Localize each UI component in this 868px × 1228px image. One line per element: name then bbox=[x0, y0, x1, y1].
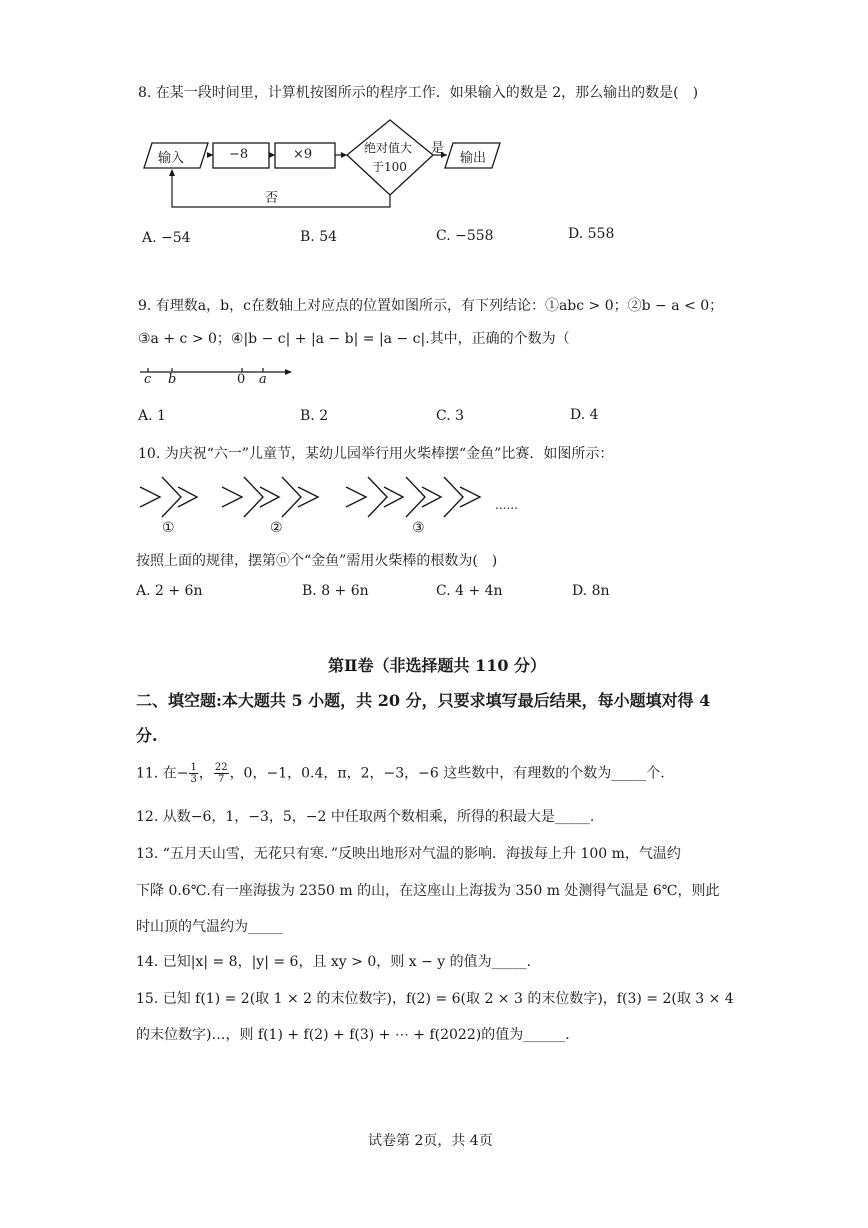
q10-option-b: B. 8 + 6n bbox=[302, 583, 369, 599]
q15-line1: 15. 已知 f(1) = 2(取 1 × 2 的末位数字)，f(2) = 6(取 2 × 3 的末位数字)，f(3) = 2(取 3 × 4 bbox=[136, 991, 734, 1007]
q11 bbox=[136, 762, 665, 785]
axis-label-a: a bbox=[259, 372, 267, 387]
q13-line1: 13. “五月天山雪，无花只有寒．”反映出地形对气温的影响．海拔每上升 100 m，气温约 bbox=[136, 846, 681, 862]
q13-line2: 下降 0.6℃.有一座海拔为 2350 m 的山，在这座山上海拔为 350 m 处测得气温是 6℃，则此 bbox=[136, 883, 720, 899]
goldfish-figure-1 bbox=[140, 477, 197, 517]
axis-label-c: c bbox=[144, 372, 152, 387]
q10-ellipsis: ...... bbox=[495, 498, 518, 512]
q9-option-c: C. 3 bbox=[436, 408, 465, 424]
flow-yes-label: 是 bbox=[431, 141, 445, 156]
flow-input-label: 输入 bbox=[158, 151, 185, 166]
q12: 12. 从数−6，1，−3，5，−2 中任取两个数相乘，所得的积最大是_____. bbox=[136, 809, 595, 825]
q9-option-a: A. 1 bbox=[138, 408, 166, 424]
fraction-22-over-7: $\frac{22}{7}$ bbox=[214, 762, 228, 785]
goldfish-figure-2 bbox=[222, 477, 318, 517]
q9-line1: 9. 有理数a，b，c在数轴上对应点的位置如图所示，有下列结论：①abc > 0；②b − a < 0； bbox=[138, 298, 724, 314]
q11-mid: ， bbox=[198, 765, 213, 782]
q9-line2: ③a + c > 0；④|b − c| + |a − b| = |a − c|.其中，正确的个数为（ bbox=[138, 331, 570, 347]
flow-no-label: 否 bbox=[265, 191, 279, 206]
q10-question: 按照上面的规律，摆第ⓝ个“金鱼”需用火柴棒的根数为( ) bbox=[136, 553, 498, 569]
q10-figure-label-2: ② bbox=[270, 520, 283, 536]
q8-option-b: B. 54 bbox=[300, 229, 338, 245]
q8-option-d: D. 558 bbox=[568, 226, 615, 242]
q10-figure-label-1: ① bbox=[162, 520, 175, 536]
section-header-line2: 分. bbox=[136, 726, 158, 745]
q8-option-c: C. −558 bbox=[436, 228, 494, 244]
q10-figure-label-3: ③ bbox=[412, 520, 425, 536]
flow-decision-line1: 绝对值大 bbox=[364, 141, 413, 155]
q10-option-c: C. 4 + 4n bbox=[436, 583, 503, 599]
section-header-line1: 二、填空题:本大题共 5 小题，共 20 分，只要求填写最后结果，每小题填对得 4 bbox=[136, 691, 711, 710]
q15-line2: 的末位数字)…，则 f(1) + f(2) + f(3) + ⋯ + f(2022)的值为______. bbox=[136, 1027, 570, 1043]
q10-option-d: D. 8n bbox=[572, 583, 610, 599]
fraction-one-third: $\frac{1}{3}$ bbox=[190, 762, 197, 785]
q9-option-d: D. 4 bbox=[570, 407, 599, 423]
q14: 14. 已知|x| = 8，|y| = 6，且 xy > 0，则 x − y 的值为_____. bbox=[136, 954, 532, 970]
page-footer: 试卷第 2页，共 4页 bbox=[368, 1133, 493, 1149]
q13-line3: 时山顶的气温约为_____ bbox=[136, 919, 283, 935]
q9-option-b: B. 2 bbox=[300, 408, 329, 424]
q10-stem: 10. 为庆祝“六一”儿童节，某幼儿园举行用火柴棒摆“金鱼”比赛．如图所示： bbox=[138, 446, 614, 462]
q11-prefix: 11. 在− bbox=[136, 765, 189, 782]
goldfish-figure-3 bbox=[346, 477, 480, 517]
q10-goldfish-figures bbox=[0, 0, 868, 560]
part2-title: 第Ⅱ卷（非选择题共 110 分） bbox=[328, 656, 547, 675]
q8-stem: 8. 在某一段时间里，计算机按图所示的程序工作．如果输入的数是 2，那么输出的数是( ) bbox=[138, 85, 699, 101]
flow-output-label: 输出 bbox=[460, 151, 487, 166]
q11-suffix: ，0，−1，0.4，π，2，−3，−6 这些数中，有理数的个数为_____个. bbox=[229, 765, 665, 782]
q10-option-a: A. 2 + 6n bbox=[136, 583, 203, 599]
axis-label-zero: 0 bbox=[237, 372, 246, 387]
q8-option-a: A. −54 bbox=[142, 230, 191, 246]
flow-decision-line2: 于100 bbox=[372, 160, 407, 174]
flow-step2-label: ×9 bbox=[293, 147, 313, 162]
axis-label-b: b bbox=[168, 372, 177, 387]
flow-step1-label: −8 bbox=[229, 147, 249, 162]
